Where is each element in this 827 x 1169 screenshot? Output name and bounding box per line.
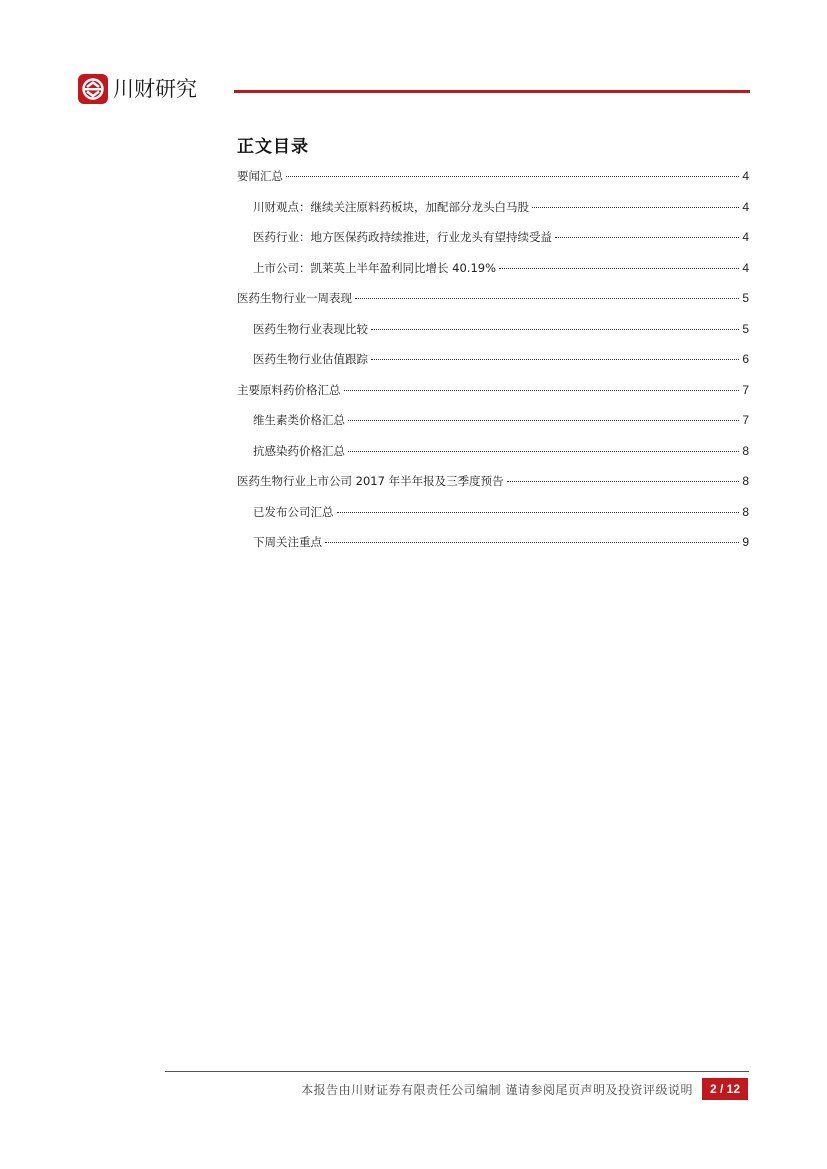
header-divider bbox=[234, 90, 750, 93]
toc-entry[interactable] bbox=[237, 290, 749, 321]
toc-entry[interactable] bbox=[237, 504, 749, 535]
toc-entry[interactable] bbox=[237, 351, 749, 382]
toc-entry-label: 抗感染药价格汇总 bbox=[253, 443, 345, 458]
toc-leader-dots bbox=[348, 420, 739, 421]
toc-entry-label: 已发布公司汇总 bbox=[253, 504, 334, 519]
toc-entry[interactable] bbox=[237, 382, 749, 413]
toc-entry-page: 7 bbox=[742, 382, 749, 397]
toc-leader-dots bbox=[555, 237, 739, 238]
toc-entry-label: 上市公司：凯莱英上半年盈利同比增长 40.19% bbox=[253, 260, 497, 275]
page-number-badge: 2 / 12 bbox=[702, 1078, 748, 1100]
toc-entry-page: 5 bbox=[742, 321, 749, 336]
toc-entry-label: 医药行业：地方医保药政持续推进，行业龙头有望持续受益 bbox=[253, 230, 552, 244]
toc-entry-page: 5 bbox=[742, 291, 749, 305]
toc-entry[interactable] bbox=[237, 229, 749, 260]
toc-leader-dots bbox=[355, 298, 739, 299]
toc-leader-dots bbox=[507, 481, 740, 482]
toc-leader-dots bbox=[371, 359, 739, 360]
toc-entry-page: 8 bbox=[742, 443, 749, 458]
toc-entry-label: 医药生物行业表现比较 bbox=[253, 321, 368, 336]
toc-entry[interactable] bbox=[237, 473, 749, 504]
table-of-contents bbox=[237, 168, 749, 565]
toc-entry-page: 4 bbox=[742, 260, 749, 275]
toc-leader-dots bbox=[325, 542, 739, 543]
toc-leader-dots bbox=[337, 512, 740, 513]
toc-entry-page: 4 bbox=[742, 199, 749, 214]
toc-entry-page: 8 bbox=[742, 474, 749, 488]
toc-leader-dots bbox=[344, 390, 740, 391]
toc-entry-page: 8 bbox=[742, 504, 749, 519]
toc-entry-page: 4 bbox=[742, 169, 749, 183]
brand-logo bbox=[78, 74, 197, 104]
toc-entry-page: 4 bbox=[742, 230, 749, 244]
toc-entry-label: 主要原料药价格汇总 bbox=[237, 382, 341, 397]
toc-entry[interactable] bbox=[237, 443, 749, 474]
toc-entry-label: 要闻汇总 bbox=[237, 169, 283, 183]
toc-leader-dots bbox=[371, 329, 739, 330]
toc-leader-dots bbox=[286, 176, 739, 177]
chuancai-logo-icon bbox=[78, 74, 108, 104]
toc-entry[interactable] bbox=[237, 168, 749, 199]
toc-leader-dots bbox=[499, 268, 739, 269]
toc-entry-page: 9 bbox=[742, 535, 749, 549]
toc-entry[interactable] bbox=[237, 199, 749, 230]
toc-entry-label: 医药生物行业估值跟踪 bbox=[253, 352, 368, 366]
toc-entry-label: 下周关注重点 bbox=[253, 535, 322, 549]
footer-divider bbox=[165, 1071, 749, 1072]
toc-entry[interactable] bbox=[237, 260, 749, 291]
toc-title: 正文目录 bbox=[237, 137, 309, 157]
toc-entry-label: 川财观点：继续关注原料药板块，加配部分龙头白马股 bbox=[253, 199, 529, 214]
toc-entry[interactable] bbox=[237, 412, 749, 443]
toc-entry[interactable] bbox=[237, 321, 749, 352]
toc-entry-page: 6 bbox=[742, 352, 749, 366]
toc-entry-label: 医药生物行业上市公司 2017 年半年报及三季度预告 bbox=[237, 474, 504, 488]
toc-entry-label: 医药生物行业一周表现 bbox=[237, 291, 352, 305]
toc-leader-dots bbox=[348, 451, 739, 452]
toc-entry-page: 7 bbox=[742, 413, 749, 427]
logo-text: 川财研究 bbox=[113, 77, 197, 101]
toc-entry-label: 维生素类价格汇总 bbox=[253, 413, 345, 427]
toc-leader-dots bbox=[532, 207, 739, 208]
footer-disclaimer: 本报告由川财证券有限责任公司编制 谨请参阅尾页声明及投资评级说明 bbox=[301, 1083, 693, 1097]
toc-entry[interactable] bbox=[237, 534, 749, 565]
